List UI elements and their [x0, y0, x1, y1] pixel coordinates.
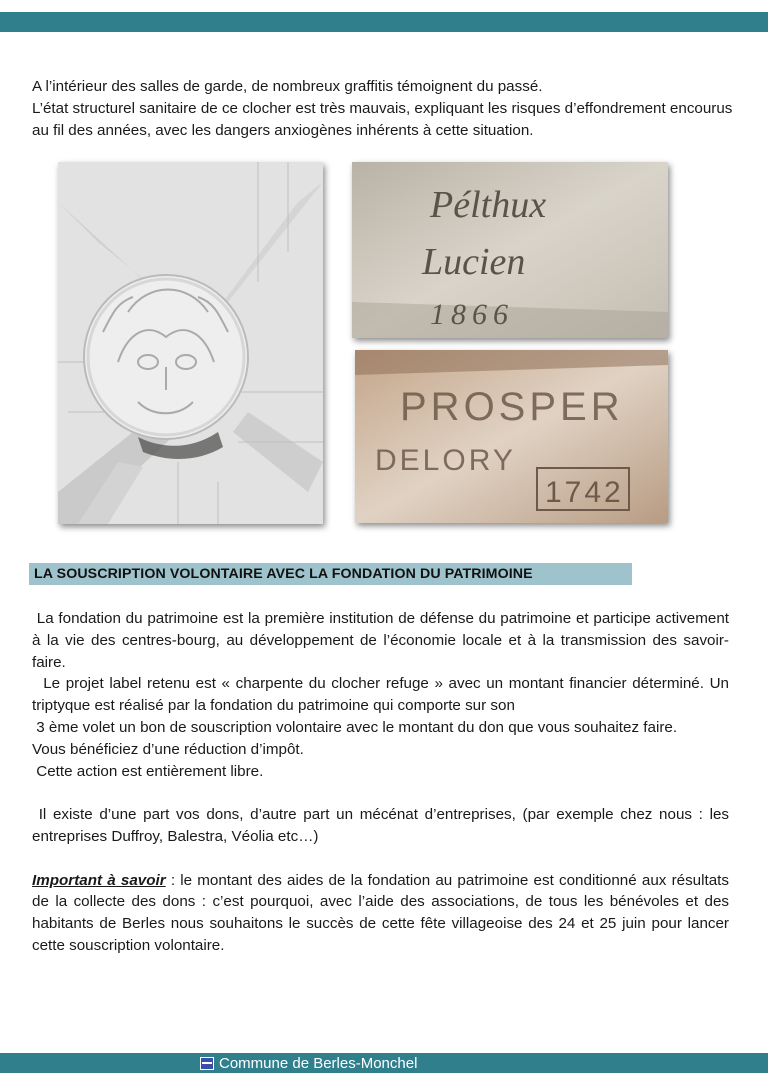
graffiti-1866-image: [352, 162, 668, 338]
paragraph-libre: Cette action est entièrement libre.: [36, 762, 264, 780]
keystone-photo: [58, 162, 323, 524]
graffiti-1742-year-text: 1742: [545, 476, 624, 509]
graffiti-1866-photo: [352, 162, 668, 338]
paragraph-projet: Le projet label retenu est « charpente du clocher refuge » avec un montant financier déterminé. Un triptyque est réalisé par la fondation du patrimoine qui comporte sur son: [32, 675, 729, 715]
paragraph-fondation: La fondation du patrimoine est la première institution de défense du patrimoine et participe activement à la vie des centres-bourg, au développement de l’économie locale et à la transmission des savoir-faire.: [32, 610, 729, 671]
intro-text: [32, 76, 744, 142]
graffiti-firstname-text: Lucien: [422, 241, 526, 283]
paragraph-reduction: Vous bénéficiez d’une réduction d’impôt.: [32, 740, 304, 758]
graffiti-year-text: 1866: [430, 298, 514, 331]
graffiti-delory-text: DELORY: [375, 444, 516, 477]
paragraph-volet: 3 ème volet un bon de souscription volontaire avec le montant du don que vous souhaitez faire.: [36, 718, 678, 736]
footer-text: Commune de Berles-Monchel: [219, 1054, 418, 1072]
body-text: [32, 608, 729, 957]
graffiti-1742-image: [355, 350, 668, 523]
graffiti-1742-photo: [355, 350, 668, 523]
keystone-image: [58, 162, 323, 524]
paragraph-mecenat: Il existe d’une part vos dons, d’autre part un mécénat d’entreprises, (par exemple chez nous : les entreprises Duffroy, Balestra, Véolia etc…): [32, 806, 729, 845]
footer: [200, 1053, 417, 1073]
coat-of-arms-icon: [200, 1057, 214, 1070]
important-label: Important à savoir: [32, 871, 166, 889]
graffiti-name-text: Pélthux: [430, 184, 547, 226]
section-title: LA SOUSCRIPTION VOLONTAIRE AVEC LA FONDATION DU PATRIMOINE: [34, 566, 533, 582]
intro-line-2: L’état structurel sanitaire de ce clocher est très mauvais, expliquant les risques d’effondrement encourus au fil des années, avec les dangers anxiogènes inhérents à cette situation.: [32, 100, 733, 139]
graffiti-prosper-text: PROSPER: [400, 385, 624, 429]
intro-line-1: A l’intérieur des salles de garde, de nombreux graffitis témoignent du passé.: [32, 78, 543, 95]
paragraph-important: Important à savoir : le montant des aides de la fondation au patrimoine est conditionné aux résultats de la collecte des dons : c’est pourquoi, avec l’aide des associations, de tous les bénévoles et des habitants de Berles nous souhaitons le succès de cette fête villageoise des 24 et 25 juin pour lancer cette souscription volontaire.: [32, 871, 729, 954]
header-bar: [0, 12, 768, 32]
